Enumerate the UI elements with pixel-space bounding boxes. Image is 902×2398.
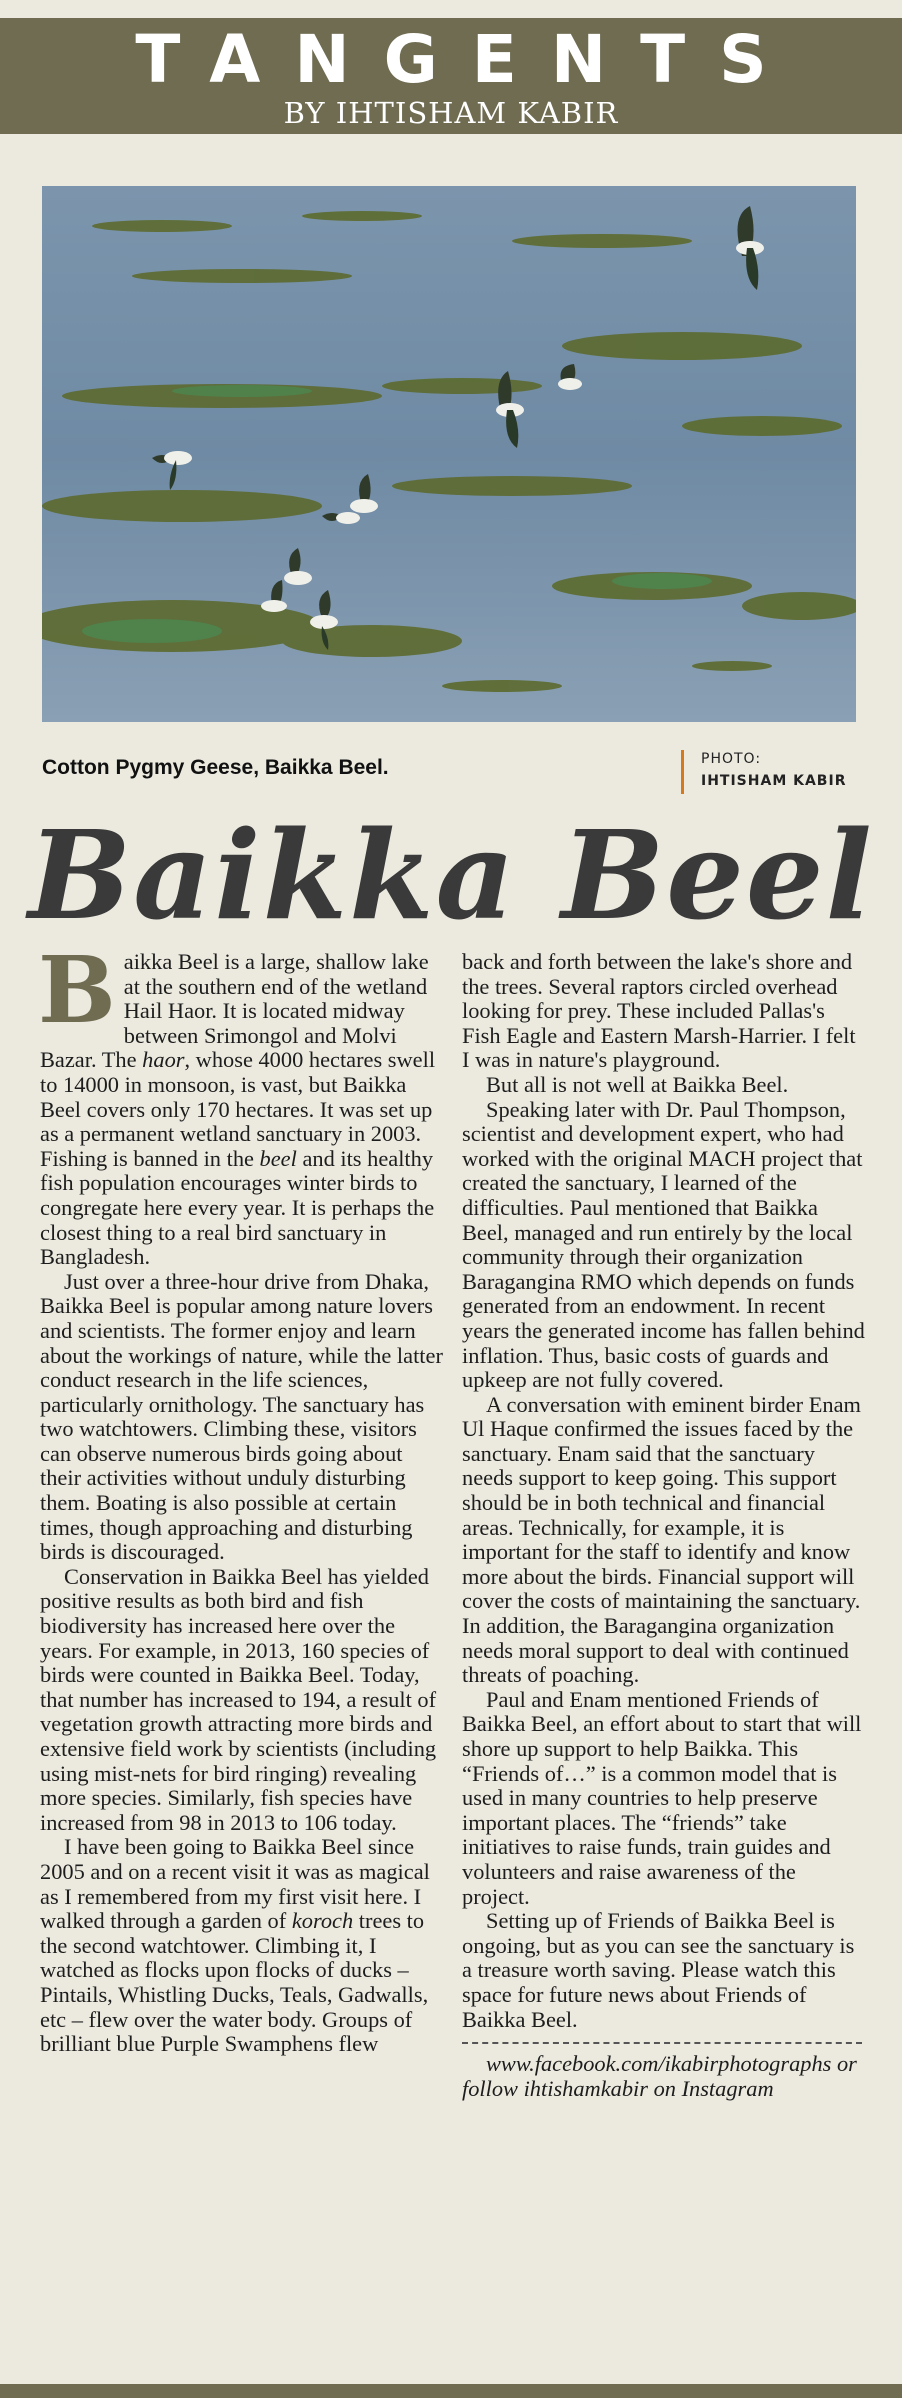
text-run: and its healthy fish population encourages winter birds to congregate here every year. It is perhaps the closest thing to a real bird sanctuary in Bangladesh. (40, 1145, 435, 1270)
photo-caption: Cotton Pygmy Geese, Baikka Beel. (42, 756, 389, 779)
italic-text: haor (142, 1047, 185, 1073)
text-run: Paul and Enam mentioned Friends of Baikka Beel, an effort about to start that will shore up support to help Baikka. This “Friends of…” is a common model that is used in many countries to help preserve important places. The “friends” take initiatives to raise funds, train guides and volunteers and raise awareness of the project. (462, 1686, 862, 1909)
text-run: But all is not well at Baikka Beel. (486, 1071, 789, 1097)
credit-divider (681, 750, 684, 794)
paragraph (40, 1835, 444, 2056)
paragraph (462, 950, 866, 1073)
text-run: Speaking later with Dr. Paul Thompson, scientist and development expert, who had worked with the original MACH project that created the sanctuary, I learned of the difficulties. Paul mentioned that Baikka Beel, managed and run entirely by the local community through their organization Baragangina RMO which depends on funds generated from an endowment. In recent years the generated income has fallen behind inflation. Thus, basic costs of guards and upkeep are not fully covered. (462, 1096, 865, 1393)
paragraph (462, 1098, 866, 1393)
social-footer: www.facebook.com/ikabirphotographs or follow ihtishamkabir on Instagram (462, 2051, 857, 2101)
photo-credit-label: PHOTO: (701, 751, 762, 767)
text-run: back and forth between the lake's shore and the trees. Several raptors circled overhead looking for prey. These included Pallas's Fish Eagle and Eastern Marsh-Harrier. I felt I was in nature's playground. (462, 949, 856, 1073)
text-run: I have been going to Baikka Beel since 2005 and on a recent visit it was as magical as I remembered from my first visit here. I walked through a garden of (40, 1834, 430, 1934)
paragraph (40, 1270, 444, 1565)
footer-divider (462, 2042, 862, 2044)
bottom-band (0, 2384, 902, 2398)
text-run: aikka Beel is a large, shallow lake at the southern end of the wetland Hail Haor. It is located midway between Srimongol and Molvi Bazar. The (40, 949, 429, 1073)
photo-credit-name: IHTISHAM KABIR (701, 773, 847, 789)
paragraph (40, 1565, 444, 1836)
drop-cap: B (38, 936, 116, 1044)
text-run: Conservation in Baikka Beel has yielded positive results as both bird and fish biodiversity has increased here over the years. For example, in 2013, 160 species of birds were counted in Baikka Beel. Today, that number has increased to 194, a result of vegetation growth attracting more birds and extensive field work by scientists (including using mist-nets for bird ringing) revealing more species. Similarly, fish species have increased from 98 in 2013 to 106 today. (40, 1563, 437, 1835)
paragraph (462, 1393, 866, 1688)
article-column-right-body (462, 950, 866, 2032)
column-title: TANGENTS (135, 21, 801, 98)
article-column-left (38, 936, 444, 2057)
paragraph (462, 1073, 866, 1098)
paragraph (462, 1688, 866, 1909)
article-column-right (462, 950, 866, 2101)
italic-text: koroch (291, 1908, 354, 1934)
italic-text: beel (259, 1145, 297, 1171)
text-run: A conversation with eminent birder Enam Ul Haque confirmed the issues faced by the sanctuary. Enam said that the sanctuary needs support to keep going. This support should be in both technical and financial areas. Technically, for example, it is important for the staff to identify and know more about the birds. Financial support will cover the costs of maintaining the sanctuary. In addition, the Baragangina organization needs moral support to deal with continued threats of poaching. (462, 1391, 861, 1688)
byline: BY IHTISHAM KABIR (283, 96, 619, 130)
paragraph (462, 1909, 866, 2032)
paragraph (38, 936, 444, 1270)
text-run: Just over a three-hour drive from Dhaka, Baikka Beel is popular among nature lovers and scientists. The former enjoy and learn about the workings of nature, while the latter conduct research in the life sciences, particularly ornithology. The sanctuary has two watchtowers. Climbing these, visitors can observe numerous birds going about their activities without unduly disturbing them. Boating is also possible at certain times, though approaching and disturbing birds is discouraged. (40, 1268, 443, 1565)
text-run: trees to the second watchtower. Climbing it, I watched as flocks upon flocks of ducks – Pintails, Whistling Ducks, Teals, Gadwalls, etc – flew over the water body. Groups of brilliant blue Purple Swamphens flew (40, 1908, 429, 2057)
text-run: Setting up of Friends of Baikka Beel is ongoing, but as you can see the sanctuary is a treasure worth saving. Please watch this space for future news about Friends of Baikka Beel. (462, 1908, 855, 2032)
masthead (0, 18, 902, 134)
article-photo (42, 186, 856, 722)
article-headline: Baikka Beel (28, 803, 874, 947)
text-run: , whose 4000 hectares swell to 14000 in monsoon, is vast, but Baikka Beel covers only 170 hectares. It was set up as a permanent wetland sanctuary in 2003. Fishing is banned in the (40, 1047, 436, 1171)
